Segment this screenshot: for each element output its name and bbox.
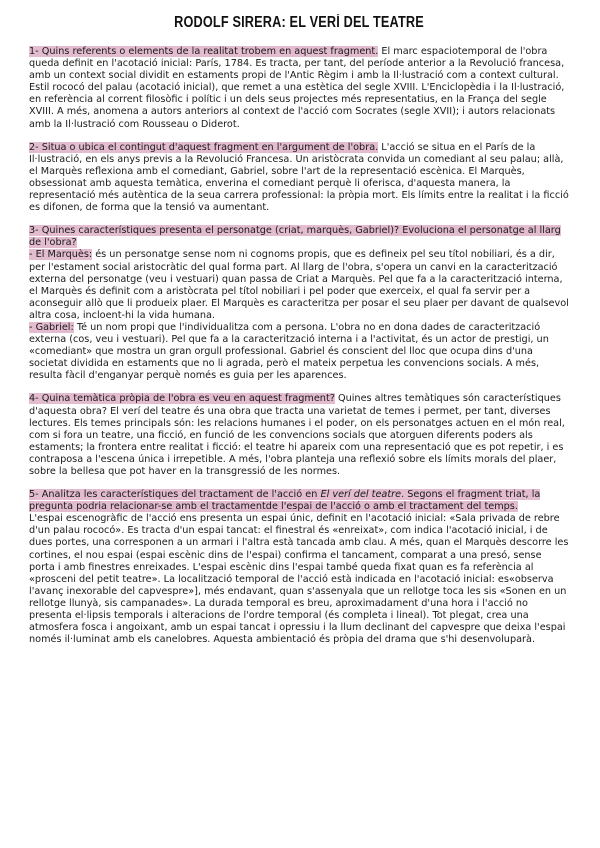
section-5-question-title: El verí del teatre [320,489,402,501]
section-5-question-start: 5- Analitza les característiques del tractament de l'acció en [29,489,321,501]
section-1-question: 1- Quins referents o elements de la realitat trobem en aquest fragment. [29,46,379,57]
marques-text: és un personatge sense nom ni cognoms propis, que es defineix pel seu títol nobiliari, és a dir, per l'estament social aristocràtic del qual forma part. Al llarg de l'obra, s'opera un canvi en la caracterització externa del personatge (veu i vestuari) quan passa de Criat a Marquès. Pel que fa a la caracterització interna, el Marquès és definit com a aristòcrata pel títol nobiliari i pel poder que exerceix, el qual fa servir per a aconseguir allò que li produeix plaer. El Marquès es caracteritza per posar el seu plaer per davant de qualsevol altra cosa, incloent-hi la vida humana. [29,249,569,321]
section-2 [29,142,569,215]
section-1-answer: El marc espaciotemporal de l'obra queda definit en l'acotació inicial: París, 1784. Es tracta, per tant, del període anterior a la Revolució francesa, amb un context social dividit en estaments propi de l'Antic Règim i amb la Il·lustració com a context cultural. Estil rococó del palau (acotació inicial), que remet a una estètica del segle XVIII. L'Enciclopèdia i la Il·lustració, en referència al corrent filosòfic i polític i un dels seus projectes més representatius, en la França del segle XVIII. A més, anomena a autors anteriors al context de l'acció com Socrates (segle XVII); i autors relacionats amb la Il·lustració com Rousseau o Diderot. [29,46,565,130]
section-5-question-end: . Segons el fragment triat, la pregunta podria relacionar-se amb el tractamentde l'espai de l'acció o amb el tractament del temps. [29,489,541,513]
section-2-paragraph [29,142,569,215]
section-3-item-gabriel [29,322,569,382]
section-5-question-paragraph [29,489,569,513]
document-title: RODOLF SIRERA: EL VERÍ DEL TEATRE [174,14,424,31]
section-5-answer: L'espai escenogràfic de l'acció ens presenta un espai únic, definit en l'acotació inicial: «Sala privada de rebre d'un palau rococó». Es tracta d'un espai tancat: el finestral és «enreixat», com indica l'acotació inicial, i de dues portes, una corresponen a un armari i l'altra està tancada amb clau. A més, quan el Marquès descorre les cortines, el nou espai (espai escènic dins de l'espai) confirma el tancament, comparat a una presó, sense porta i amb finestres enreixades. L'espai escènic dins l'espai també queda fixat quan es fa referència al «prosceni del petit teatre». La localització temporal de l'acció està indicada en l'acotació inicial: es«observa l'avanç inexorable del capvespre»], més endavant, quan s'assenyala que un rellotge toca les sis «Sonen en un rellotge llunyà, sis campanades». La durada temporal es breu, aproximadament d'una hora i l'acció no presenta el·lipsis temporals i alteracions de l'ordre temporal (és completa i lineal). Tot plegat, crea una atmosfera fosca i angoixant, amb un espai tancat i opressiu i la llum declinant del capvespre que deixa l'espai només il·luminat amb els canelobres. Aquesta ambientació és pròpia del drama que s'hi desenvoluparà. [29,513,569,646]
section-4-question: 4- Quina temàtica pròpia de l'obra es veu en aquest fragment? [29,393,335,405]
gabriel-text: Té un nom propi que l'individualitza com a persona. L'obra no en dona dades de caracterització externa (cos, veu i vestuari). Pel que fa a la caracterització interna i a l'activitat, és un actor de prestigi, un «comediant» que mostra un gran orgull professional. Gabriel és conscient del lloc que ocupa dins d'una societat dividida en estaments que no li agrada, però el mateix perpetua les convencions socials. A més, resulta fàcil d'enganyar perquè només es guia per les aparences. [29,321,549,382]
section-4 [29,393,569,478]
section-5-question [29,489,540,512]
section-3 [29,225,569,382]
marques-label: - El Marquès: [29,249,93,261]
section-5 [29,489,569,646]
section-1-paragraph [29,46,569,131]
section-2-question: 2- Situa o ubica el contingut d'aquest fragment en l'argument de l'obra. [29,141,379,153]
section-4-answer: Quines altres temàtiques són característiques d'aquesta obra? El verí del teatre és una obra que tracta una varietat de temes i permet, per tant, diverses lectures. Els temes principals són: les relacions humanes i el poder, on els personatges actuen en el món real, com si fora un teatre, una ficció, en funció de les convencions socials que atorguen diferents poders als estaments; la frontera entre realitat i ficció: el teatre hi apareix com una representació que es pot repetir, i es contraposa a l'escena única i irrepetible. A més, l'obra planteja una reflexió sobre els límits morals del plaer, sobre la bellesa que pot haver en la transgressió de les normes. [29,393,565,477]
section-3-question-paragraph [29,225,569,249]
section-2-answer: L'acció se situa en el París de la Il·lustració, en els anys previs a la Revolució Francesa. Un aristòcrata convida un comediant al seu palau; allà, el Marquès reflexiona amb el comediant, Gabriel, sobre l'art de la representació escènica. El Marquès, obsessionat amb aquesta temàtica, enverina el comediant perquè li oferisca, d'aquesta manera, la representació més autèntica de la seua carrera professional: la pròpia mort. Els límits entre la realitat i la ficció es difonen, de forma que la tensió va aumentant. [29,141,569,214]
section-3-item-marques [29,249,569,322]
section-1 [29,46,569,131]
section-3-question: 3- Quines característiques presenta el personatge (criat, marquès, Gabriel)? Evoluciona el personatge al llarg de l'obra? [29,225,561,249]
gabriel-label: - Gabriel: [29,321,74,333]
section-4-paragraph [29,393,569,478]
